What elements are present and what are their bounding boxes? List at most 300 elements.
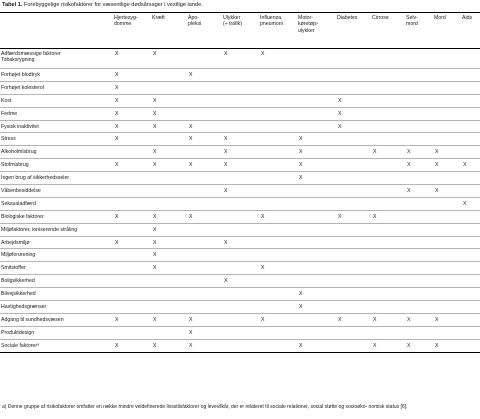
table-row [0,249,480,262]
risk-mark-cell [434,210,462,223]
row-label: Arbejdsmiljø [0,236,114,249]
row-label: Stofmisbrug [0,159,114,172]
risk-mark-cell: X [337,94,372,107]
risk-mark-cell: X [152,49,188,69]
risk-mark-cell [372,159,406,172]
risk-mark-cell [188,172,223,185]
risk-mark-cell [152,197,188,210]
risk-mark-cell [188,262,223,275]
risk-mark-cell: X [223,49,260,69]
risk-mark-cell: X [114,236,152,249]
risk-mark-cell [462,275,480,288]
risk-mark-cell [462,249,480,262]
risk-mark-cell [152,288,188,301]
risk-mark-cell [188,249,223,262]
risk-mark-cell [188,49,223,69]
risk-mark-cell [298,210,337,223]
risk-mark-cell [223,339,260,352]
risk-mark-cell [223,262,260,275]
risk-mark-cell: X [406,339,434,352]
table-row [0,326,480,339]
row-label: Biologiske faktorer [0,210,114,223]
risk-mark-cell [372,197,406,210]
risk-mark-cell [260,236,298,249]
table-row [0,133,480,146]
risk-mark-cell [337,159,372,172]
table-row [0,210,480,223]
column-header: Cirrose [372,13,406,49]
column-header: Ulykker (÷ trafik) [223,13,260,49]
risk-mark-cell [223,326,260,339]
risk-mark-cell [337,81,372,94]
risk-mark-cell [462,49,480,69]
risk-mark-cell [337,262,372,275]
risk-mark-cell [152,172,188,185]
risk-mark-cell [406,49,434,69]
risk-mark-cell: X [260,313,298,326]
risk-mark-cell: X [223,185,260,198]
row-label: Hastighedsgrænser [0,301,114,314]
risk-mark-cell: X [114,120,152,133]
risk-mark-cell: X [152,146,188,159]
row-label: Forhøjet kolesterol [0,81,114,94]
row-label: Sociale faktorerᵃ [0,339,114,352]
risk-mark-cell: X [434,339,462,352]
risk-mark-cell [298,236,337,249]
risk-mark-cell: X [152,107,188,120]
risk-mark-cell [337,326,372,339]
risk-mark-cell [337,172,372,185]
risk-mark-cell: X [434,146,462,159]
risk-mark-cell: X [223,133,260,146]
table-row [0,301,480,314]
risk-mark-cell [260,275,298,288]
risk-mark-cell: X [188,339,223,352]
risk-mark-cell [114,275,152,288]
risk-mark-cell [337,197,372,210]
risk-mark-cell [406,223,434,236]
risk-mark-cell [372,172,406,185]
table-row [0,81,480,94]
risk-mark-cell [462,313,480,326]
risk-mark-cell [298,94,337,107]
risk-mark-cell [260,223,298,236]
risk-mark-cell [434,81,462,94]
risk-mark-cell: X [260,49,298,69]
risk-mark-cell [152,69,188,82]
risk-mark-cell [152,81,188,94]
risk-mark-cell [260,185,298,198]
table-caption [2,2,203,9]
risk-mark-cell: X [223,236,260,249]
risk-mark-cell [337,146,372,159]
risk-mark-cell [260,172,298,185]
risk-mark-cell [298,313,337,326]
risk-mark-cell [372,236,406,249]
risk-mark-cell [298,197,337,210]
table-row [0,120,480,133]
risk-mark-cell [260,288,298,301]
risk-mark-cell [114,185,152,198]
risk-mark-cell [434,249,462,262]
risk-mark-cell: X [298,133,337,146]
risk-mark-cell [298,223,337,236]
risk-mark-cell [188,288,223,301]
table-caption-label: Tabel 1. [2,2,23,8]
risk-mark-cell [152,301,188,314]
risk-mark-cell: X [406,313,434,326]
risk-mark-cell [434,69,462,82]
risk-mark-cell [462,185,480,198]
risk-mark-cell: X [462,159,480,172]
risk-mark-cell [462,262,480,275]
risk-mark-cell: X [337,210,372,223]
risk-mark-cell [372,94,406,107]
risk-mark-cell: X [188,133,223,146]
risk-mark-cell [462,133,480,146]
risk-mark-cell [298,81,337,94]
risk-mark-cell [337,223,372,236]
column-header: Apo- pleksi [188,13,223,49]
row-label: Bilvejsikkerhed [0,288,114,301]
risk-mark-cell: X [298,172,337,185]
risk-mark-cell [223,120,260,133]
risk-mark-cell [406,249,434,262]
risk-mark-cell [260,146,298,159]
row-label: Produktdesign [0,326,114,339]
risk-mark-cell [406,210,434,223]
risk-mark-cell [223,69,260,82]
risk-mark-cell: X [337,107,372,120]
risk-mark-cell: X [114,81,152,94]
risk-mark-cell [260,120,298,133]
risk-mark-cell: X [337,313,372,326]
risk-mark-cell [462,107,480,120]
risk-mark-cell [114,172,152,185]
risk-mark-cell [260,107,298,120]
risk-mark-cell [434,236,462,249]
row-label: Smitstoffer [0,262,114,275]
risk-mark-cell: X [223,146,260,159]
risk-mark-cell [260,133,298,146]
risk-mark-cell: X [188,210,223,223]
risk-mark-cell: X [188,313,223,326]
risk-mark-cell [152,133,188,146]
risk-mark-cell [188,301,223,314]
row-label: Adfærdsmæssige faktorer Tobaksrygning [0,49,114,69]
risk-mark-cell [298,69,337,82]
table-row [0,146,480,159]
risk-mark-cell: X [298,288,337,301]
table-row [0,339,480,352]
column-header: Hjertesyg- domme [114,13,152,49]
risk-mark-cell [406,133,434,146]
risk-mark-cell [260,159,298,172]
risk-mark-cell: X [152,120,188,133]
row-label: Miljøforurening [0,249,114,262]
risk-mark-cell [223,210,260,223]
risk-mark-cell: X [337,120,372,133]
table-body [0,49,480,353]
row-label: Miljøfaktorer, ioniserende stråling [0,223,114,236]
risk-mark-cell [337,275,372,288]
risk-mark-cell: X [298,159,337,172]
row-label: Fysisk inaktivitet [0,120,114,133]
risk-mark-cell: X [188,326,223,339]
risk-mark-cell [223,81,260,94]
risk-mark-cell [462,172,480,185]
risk-mark-cell [406,107,434,120]
column-header: Selv- mord [406,13,434,49]
risk-mark-cell [114,249,152,262]
risk-mark-cell [337,133,372,146]
risk-mark-cell [406,172,434,185]
risk-mark-cell [434,197,462,210]
risk-mark-cell [298,107,337,120]
risk-mark-cell: X [114,107,152,120]
row-label: Boligsikkerhed [0,275,114,288]
risk-mark-cell: X [372,210,406,223]
table-footnote: a) Denne gruppe af risikofaktorer omfatter en række mindre veldefinerede livsstilsfaktorer og levevilkår, der er relateret til sociale relationer, social støtte og socioøko- nomisk status [6]. [2,404,408,410]
risk-mark-cell: X [188,120,223,133]
risk-mark-cell [337,236,372,249]
risk-mark-cell [298,249,337,262]
risk-mark-cell [462,210,480,223]
risk-mark-cell [372,120,406,133]
risk-mark-cell [152,275,188,288]
table-row [0,275,480,288]
risk-mark-cell [223,288,260,301]
risk-mark-cell [114,146,152,159]
risk-mark-cell [260,339,298,352]
risk-mark-cell [337,249,372,262]
risk-mark-cell [223,107,260,120]
risk-mark-cell: X [152,159,188,172]
risk-mark-cell: X [152,339,188,352]
risk-mark-cell [462,120,480,133]
risk-mark-cell [434,262,462,275]
risk-mark-cell [260,249,298,262]
risk-mark-cell [152,326,188,339]
risk-mark-cell [434,275,462,288]
risk-mark-cell [434,223,462,236]
risk-mark-cell [462,81,480,94]
risk-mark-cell: X [372,313,406,326]
risk-mark-cell: X [114,69,152,82]
row-label: Seksualadfærd [0,197,114,210]
row-label: Alkoholmisbrug [0,146,114,159]
risk-mark-cell [462,223,480,236]
risk-mark-cell: X [406,146,434,159]
risk-mark-cell: X [372,339,406,352]
table-row [0,223,480,236]
column-header: Mord [434,13,462,49]
risk-mark-cell [114,288,152,301]
table-row [0,49,480,69]
risk-mark-cell [406,288,434,301]
risk-factor-table [0,12,480,353]
column-header: Aids [462,13,480,49]
risk-mark-cell [372,249,406,262]
risk-mark-cell: X [462,197,480,210]
risk-mark-cell: X [406,185,434,198]
row-label: Forhøjet blodtryk [0,69,114,82]
risk-mark-cell [188,94,223,107]
risk-mark-cell [462,301,480,314]
risk-mark-cell [462,236,480,249]
risk-mark-cell [298,120,337,133]
risk-mark-cell: X [114,339,152,352]
risk-mark-cell [372,326,406,339]
risk-mark-cell [372,81,406,94]
table-row [0,159,480,172]
risk-mark-cell: X [152,313,188,326]
risk-mark-cell [223,313,260,326]
risk-mark-cell [434,107,462,120]
header-label-column [0,13,114,49]
risk-mark-cell [337,49,372,69]
risk-mark-cell: X [152,94,188,107]
risk-mark-cell [188,236,223,249]
risk-mark-cell [372,133,406,146]
row-label: Våbenbesiddelse [0,185,114,198]
risk-mark-cell [434,49,462,69]
risk-mark-cell [188,185,223,198]
table-row [0,262,480,275]
risk-mark-cell [223,94,260,107]
risk-mark-cell [406,94,434,107]
risk-mark-cell [260,301,298,314]
risk-mark-cell [434,172,462,185]
risk-mark-cell [223,249,260,262]
risk-mark-cell [406,262,434,275]
risk-mark-cell [406,275,434,288]
risk-mark-cell: X [152,236,188,249]
risk-mark-cell: X [188,69,223,82]
risk-mark-cell [372,49,406,69]
risk-mark-cell [406,326,434,339]
risk-mark-cell [372,185,406,198]
table-row [0,172,480,185]
risk-mark-cell: X [152,249,188,262]
risk-mark-cell [372,107,406,120]
risk-mark-cell: X [434,313,462,326]
column-header: Diabetes [337,13,372,49]
risk-mark-cell [434,94,462,107]
risk-mark-cell [298,49,337,69]
risk-mark-cell [260,326,298,339]
risk-mark-cell [337,69,372,82]
table-header-row [0,13,480,49]
table-row [0,185,480,198]
risk-mark-cell [223,301,260,314]
risk-mark-cell [337,339,372,352]
risk-mark-cell: X [223,275,260,288]
risk-mark-cell [298,262,337,275]
risk-mark-cell [223,223,260,236]
risk-mark-cell [406,197,434,210]
risk-mark-cell: X [114,133,152,146]
risk-mark-cell [114,262,152,275]
risk-mark-cell [434,288,462,301]
table-row [0,313,480,326]
row-label: Stress [0,133,114,146]
risk-mark-cell: X [114,313,152,326]
risk-mark-cell [337,185,372,198]
row-label: Fedme [0,107,114,120]
risk-mark-cell [372,69,406,82]
risk-mark-cell [406,81,434,94]
risk-mark-cell [298,185,337,198]
risk-mark-cell [462,339,480,352]
risk-mark-cell [434,133,462,146]
risk-mark-cell [114,301,152,314]
table-row [0,107,480,120]
risk-mark-cell: X [152,262,188,275]
risk-mark-cell: X [298,339,337,352]
column-header: Influenza, pneumoni [260,13,298,49]
risk-mark-cell [372,223,406,236]
risk-mark-cell: X [114,94,152,107]
column-header: Kræft [152,13,188,49]
risk-mark-cell [260,197,298,210]
risk-mark-cell: X [260,262,298,275]
risk-mark-cell: X [298,146,337,159]
table-row [0,94,480,107]
risk-mark-cell: X [372,146,406,159]
risk-mark-cell [372,301,406,314]
risk-mark-cell [188,146,223,159]
risk-mark-cell [260,94,298,107]
risk-mark-cell: X [114,210,152,223]
risk-mark-cell [462,326,480,339]
risk-mark-cell [114,223,152,236]
risk-mark-cell [406,69,434,82]
risk-mark-cell: X [298,301,337,314]
risk-mark-cell: X [152,223,188,236]
risk-mark-cell: X [260,210,298,223]
risk-mark-cell [434,326,462,339]
risk-mark-cell [462,288,480,301]
risk-mark-cell [372,288,406,301]
table-row [0,288,480,301]
table-row [0,197,480,210]
row-label: Ingen brug af sikkerhedsseler [0,172,114,185]
risk-mark-cell [434,120,462,133]
risk-mark-cell [337,301,372,314]
risk-mark-cell [223,172,260,185]
risk-mark-cell [188,107,223,120]
risk-mark-cell [462,69,480,82]
risk-mark-cell [406,236,434,249]
risk-mark-cell [372,262,406,275]
risk-mark-cell [298,275,337,288]
risk-mark-cell: X [434,185,462,198]
row-label: Kost [0,94,114,107]
risk-mark-cell [298,326,337,339]
risk-mark-cell: X [434,159,462,172]
risk-mark-cell: X [114,49,152,69]
risk-mark-cell [260,81,298,94]
risk-mark-cell [188,223,223,236]
table-caption-text: Forebyggelige risikofaktorer for væsentlige dødsårsager i vestlige lande. [23,2,203,8]
risk-mark-cell: X [188,159,223,172]
risk-mark-cell [188,275,223,288]
table-row [0,236,480,249]
risk-mark-cell [406,120,434,133]
risk-mark-cell [188,197,223,210]
risk-mark-cell [462,146,480,159]
